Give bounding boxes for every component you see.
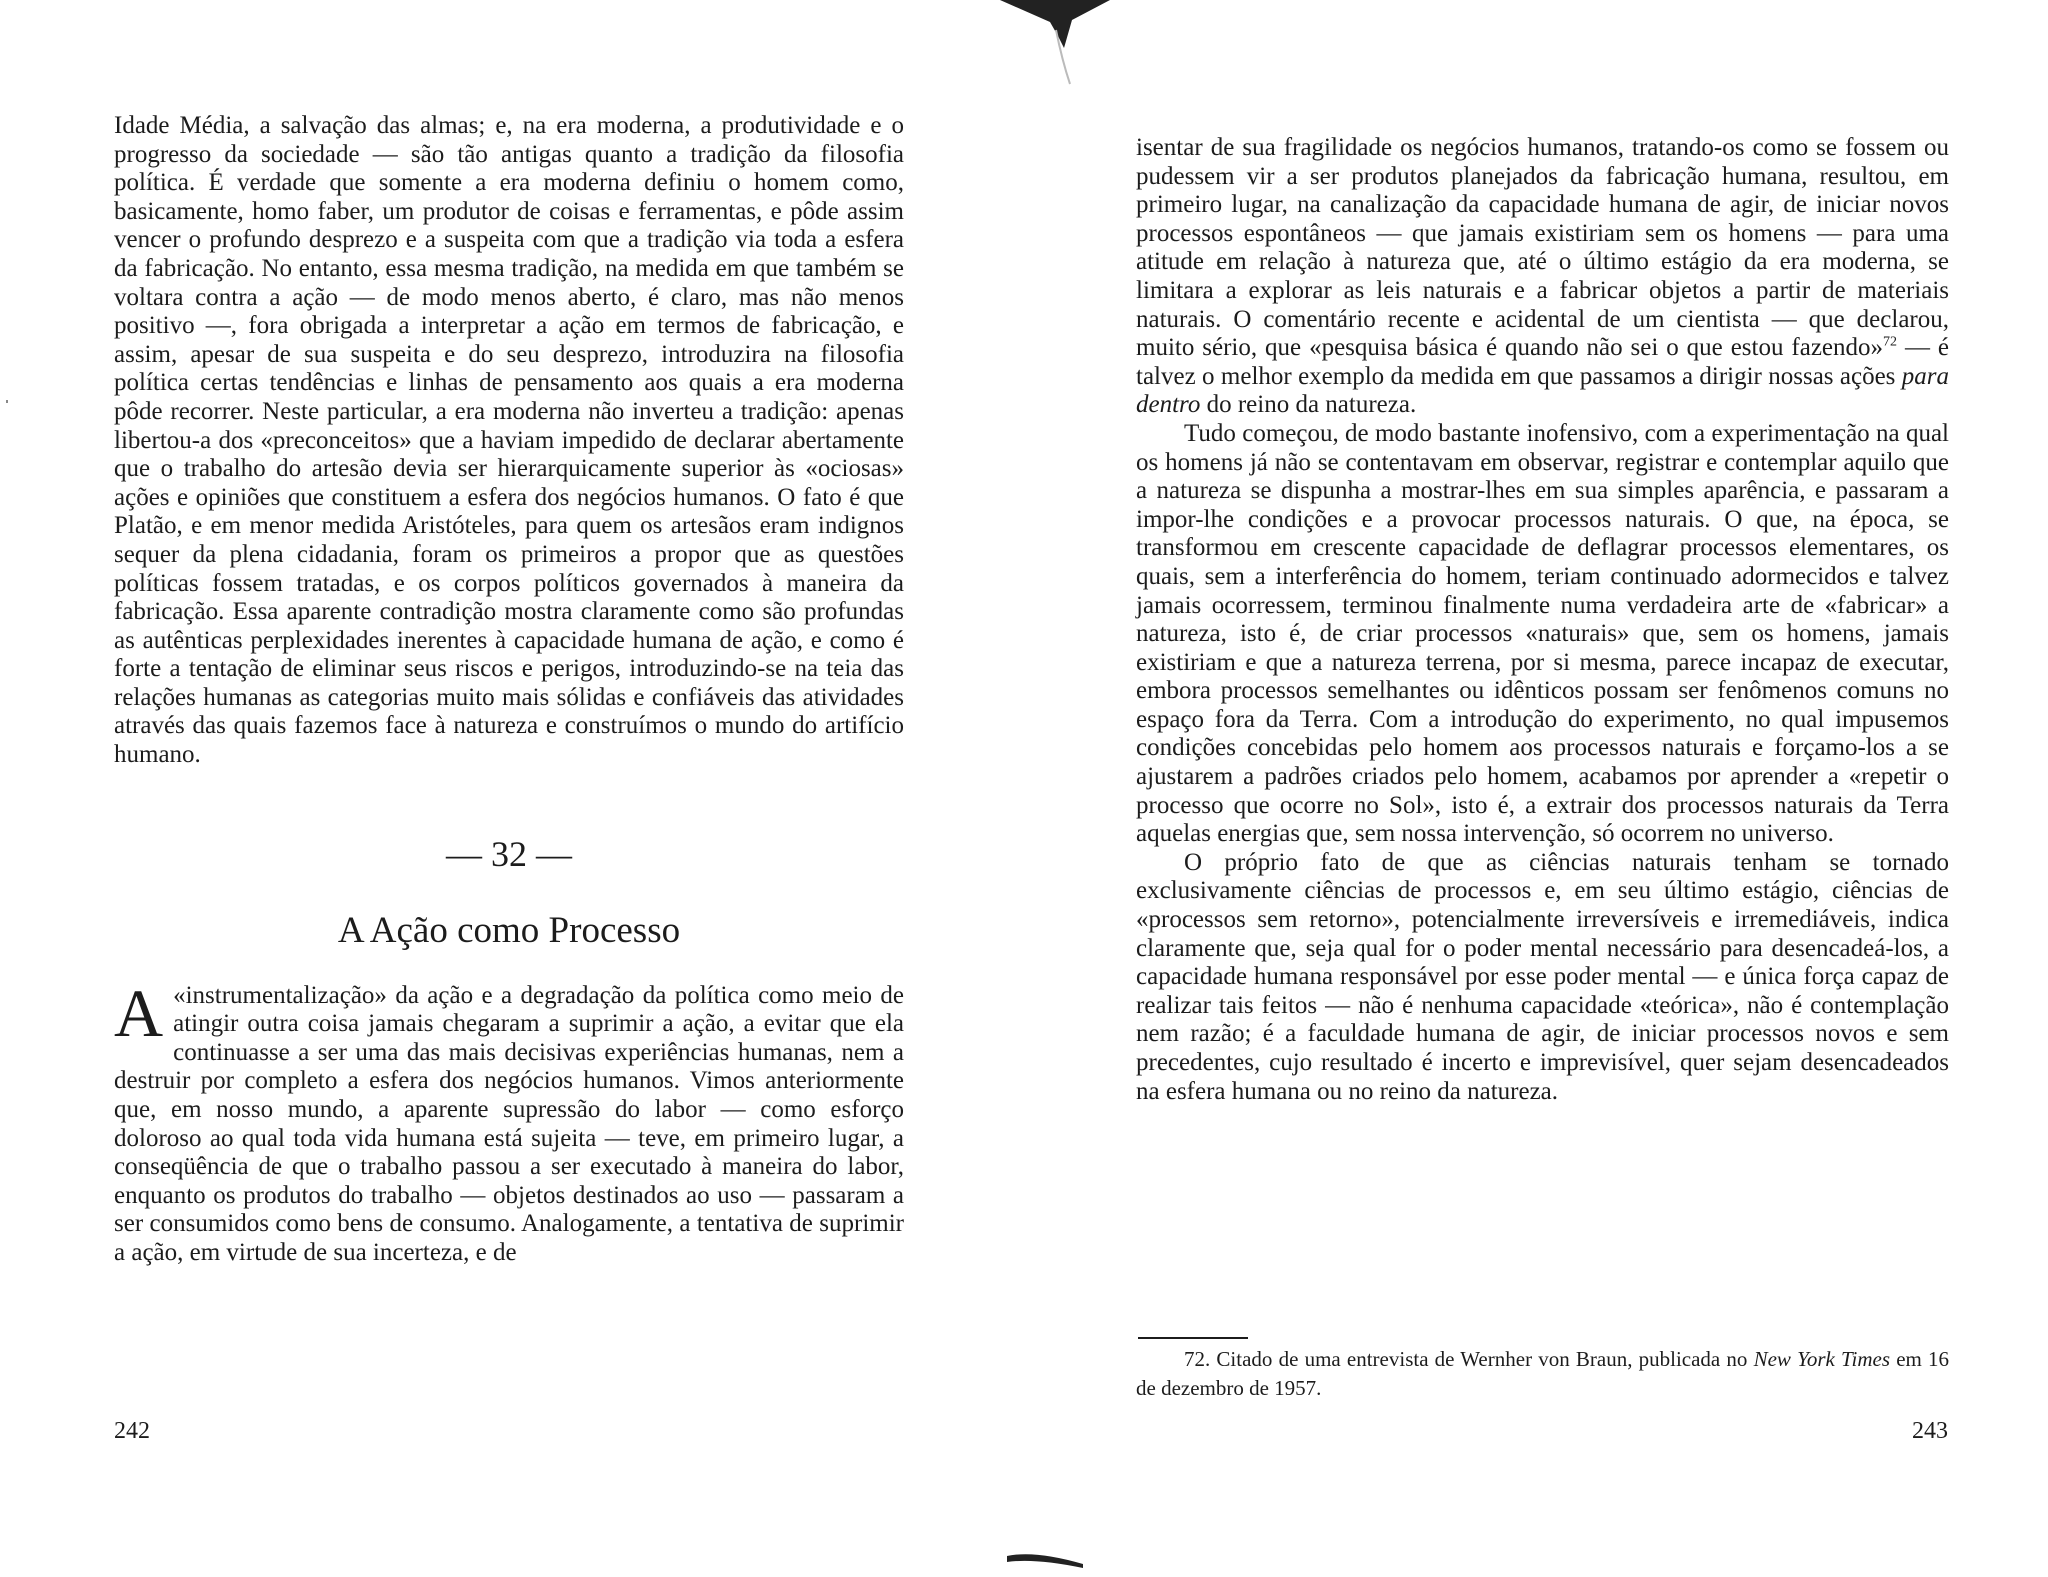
right-text-column: [1136, 134, 1949, 1106]
body-paragraph: Idade Média, a salvação das almas; e, na era moderna, a produtividade e o progresso da sociedade — são tão antigas quanto a tradição da filosofia política. É verdade que somente a era moderna definiu o homem como, basicamente, homo faber, um produtor de coisas e ferramentas, e pôde assim vencer o profundo desprezo e a suspeita com que a tradição via toda a esfera da fabricação. No entanto, essa mesma tradição, na medida em que também se voltara contra a ação — de modo menos aberto, é claro, mas não menos positivo —, fora obrigada a interpretar a ação em termos de fabricação, e assim, apesar de sua suspeita e do seu desprezo, introduzira na filosofia política certas tendências e linhas de pensamento aos quais a era moderna pôde recorrer. Neste particular, a era moderna não inverteu a tradição: apenas libertou-a dos «preconceitos» que a haviam impedido de declarar abertamente que o trabalho do artesão devia ser hierarquicamente superior às «ociosas» ações e opiniões que constituem a esfera dos negócios humanos. O fato é que Platão, e em menor medida Aristóteles, para quem os artesãos eram indignos sequer da plena cidadania, foram os primeiros a propor que as questões políticas fossem tratadas, e os corpos políticos governados à maneira da fabricação. Essa aparente contradição mostra claramente como são profundas as autênticas perplexidades inerentes à capacidade humana de ação, e como é forte a tentação de eliminar seus riscos e perigos, introduzindo-se na teia das relações humanas as categorias muito mais sólidas e confiáveis das atividades através das quais fazemos face à natureza e construímos o mundo do artifício humano.: [114, 112, 904, 769]
body-paragraph: O próprio fato de que as ciências naturais tenham se tornado exclusivamente ciências de processos e, em seu último estágio, ciências de «processos sem retorno», potencialmente irreversíveis e irremediáveis, indica claramente que, seja qual for o poder mental necessário para desencadeá-los, a capacidade humana responsável por esse poder mental — e única força capaz de realizar tais feitos — não é nenhuma capacidade «teórica», não é contemplação nem razão; é a faculdade humana de agir, de iniciar processos novos e sem precedentes, cujo resultado é incerto e imprevisível, quer sejam desencadeados na esfera humana ou no reino da natureza.: [1136, 848, 1949, 1105]
footnote-text: 72. Citado de uma entrevista de Wernher von Braun, publicada no: [1184, 1347, 1754, 1371]
drop-cap: A: [114, 974, 164, 1051]
italic-phrase: para dentro: [1136, 362, 1949, 419]
footnote-reference: 72: [1883, 334, 1898, 350]
page-number-left: 242: [114, 1418, 150, 1444]
right-page: [1024, 0, 2048, 1577]
binding-shadow-icon: [1000, 0, 1110, 90]
page-number-right: 243: [1912, 1418, 1948, 1444]
footnote: [1136, 1345, 1949, 1403]
footnote-text: em 16 de dezembro de 1957.: [1136, 1347, 1950, 1400]
section-title: A Ação como Processo: [337, 909, 681, 951]
body-paragraph: [1136, 134, 1949, 420]
paragraph-text: — é talvez o melhor exemplo da medida em que passamos a dirigir nossas ações: [1136, 334, 1949, 390]
paragraph-text: isentar de sua fragilidade os negócios humanos, tratando-os como se fossem ou pudessem vir a ser produtos planejados da fabricação humana, resultou, em primeiro lugar, na canalização da capacidade humana de agir, de iniciar novos processos espontâneos — que jamais existiriam sem os homens — para uma atitude em relação à natureza que, até o último estágio da era moderna, se limitara a explorar as leis naturais e a fabricar objetos a partir de materiais naturais. O comentário recente e acidental de um cientista — que declarou, muito sério, que «pesquisa básica é quando não sei o que estou fazendo»: [1136, 134, 1949, 362]
paragraph-text: do reino da natureza.: [1200, 391, 1417, 419]
margin-mark: [6, 400, 8, 403]
footnote-italic: New York Times: [1753, 1347, 1891, 1371]
footnote-divider: [1138, 1337, 1248, 1339]
section-opening-paragraph: [114, 974, 904, 1268]
binding-edge-icon: [1005, 1548, 1085, 1568]
section-paragraph-text: «instrumentalização» da ação e a degradação da política como meio de atingir outra coisa jamais chegaram a suprimir a ação, a evitar que ela continuasse a ser uma das mais decisivas experiências humanas, nem a destruir por completo a esfera dos negócios humanos. Vimos anteriormente que, em nosso mundo, a aparente supressão do labor — como esforço doloroso ao qual toda vida humana está sujeita — teve, em primeiro lugar, a conseqüência de que o trabalho passou a ser executado à maneira do labor, enquanto os produtos do trabalho — objetos destinados ao uso — passaram a ser consumidos como bens de consumo. Analogamente, a tentativa de suprimir a ação, em virtude de sua incerteza, e de: [114, 981, 904, 1266]
section-number: — 32 —: [446, 833, 572, 874]
left-text-column: [114, 112, 904, 1268]
body-paragraph: Tudo começou, de modo bastante inofensivo, com a experimentação na qual os homens já não se contentavam em observar, registrar e contemplar aquilo que a natureza se dispunha a mostrar-lhes em sua simples aparência, e passaram a impor-lhe condições e a provocar processos naturais. O que, na época, se transformou em crescente capacidade de deflagrar processos elementares, os quais, sem a interferência do homem, teriam continuado adormecidos e talvez jamais ocorressem, terminou finalmente numa verdadeira arte de «fabricar» a natureza, isto é, de criar processos «naturais» que, sem os homens, jamais existiriam e que a natureza terrena, por si mesma, parece incapaz de executar, embora processos semelhantes ou idênticos possam ser fenômenos comuns no espaço fora da Terra. Com a introdução do experimento, no qual impusemos condições concebidas pelo homem aos processos naturais e forçamo-los a se ajustarem a padrões criados pelo homem, acabamos por aprender a «repetir o processo que ocorre no Sol», isto é, a extrair dos processos naturais da Terra aquelas energias que, sem nossa intervenção, só ocorrem no universo.: [1136, 419, 1949, 848]
